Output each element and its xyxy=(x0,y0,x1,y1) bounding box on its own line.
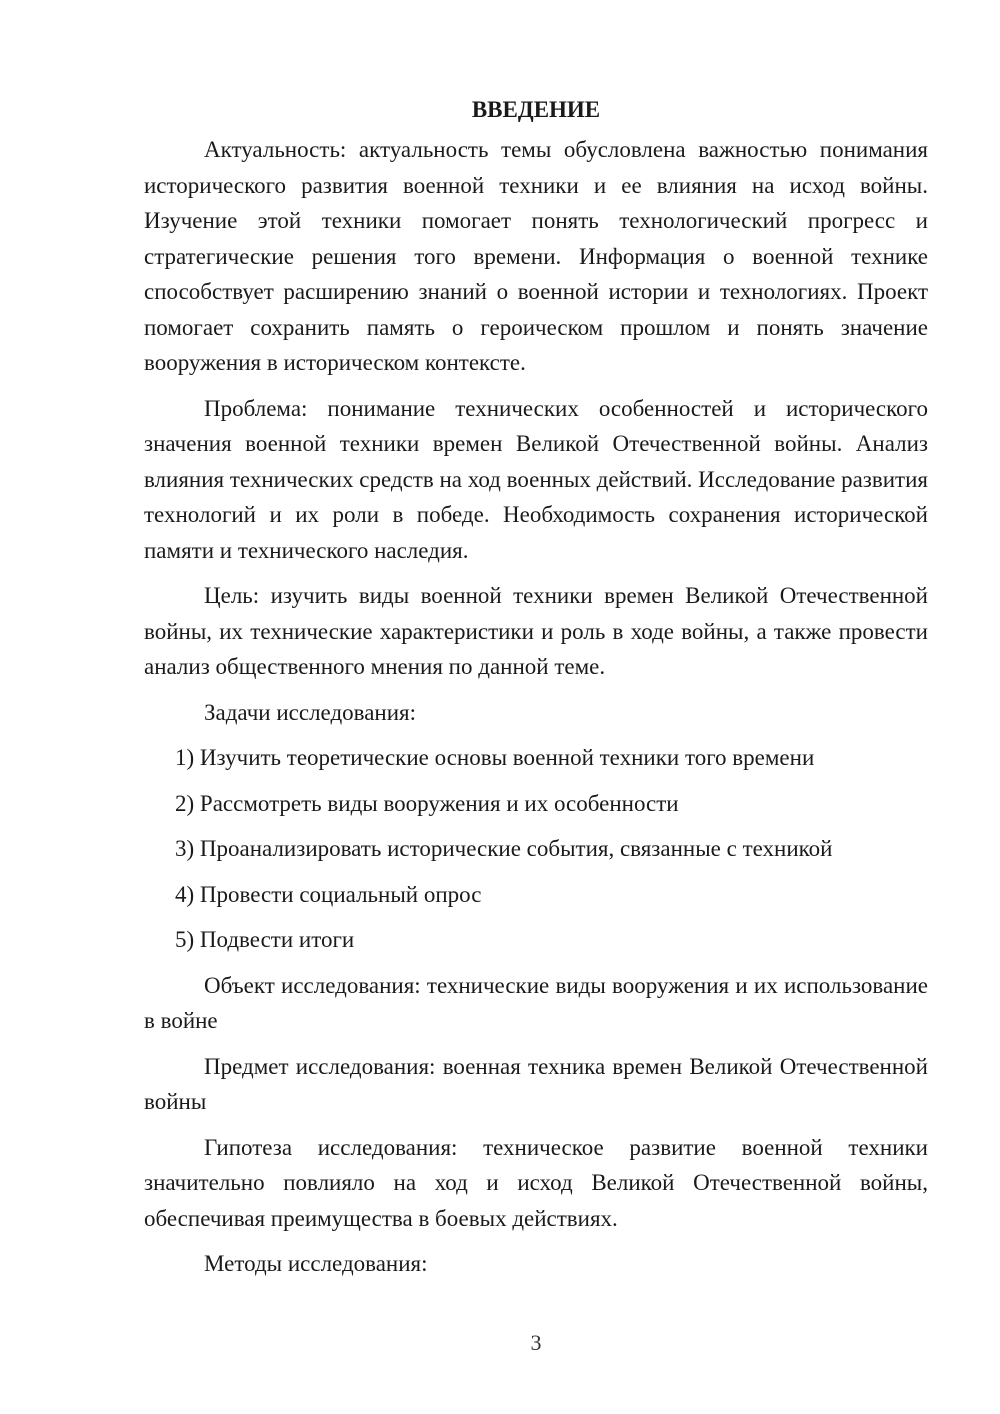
paragraph-hypothesis: Гипотеза исследования: техническое развитие военной техники значительно повлияло на ход и исход Великой Отечественной войны, обеспечивая преимущества в боевых действиях. xyxy=(144,1134,928,1231)
list-item: 3) Проанализировать исторические события, связанные с техникой xyxy=(175,836,833,861)
methods-heading: Методы исследования: xyxy=(204,1251,428,1276)
document-page xyxy=(144,92,928,1292)
paragraph-problem: Проблема: понимание технических особенностей и исторического значения военной техники времен Великой Отечественной войны. Анализ влияния технических средств на ход военных действий. Исследование развития технологий и их роли в победе. Необходимость сохранения исторической памяти и технического наследия. xyxy=(144,395,928,563)
page-number: 3 xyxy=(530,1330,542,1355)
list-item: 5) Подвести итоги xyxy=(175,927,355,952)
page-title: ВВЕДЕНИЕ xyxy=(471,97,601,122)
tasks-heading: Задачи исследования: xyxy=(204,699,417,725)
paragraph-subject: Предмет исследования: военная техника времен Великой Отечественной войны xyxy=(144,1053,928,1114)
paragraph-relevance: Актуальность: актуальность темы обусловлена важностью понимания исторического развития военной техники и ее влияния на исход войны. Изучение этой техники помогает понять технологический прогресс и стратегические решения того времени. Информация о военной технике способствует расширению знаний о военной истории и технологиях. Проект помогает сохранить память о героическом прошлом и понять значение вооружения в историческом контексте. xyxy=(144,137,928,375)
paragraph-object: Объект исследования: технические виды вооружения и их использование в войне xyxy=(144,972,928,1033)
list-item: 2) Рассмотреть виды вооружения и их особенности xyxy=(175,790,679,816)
tasks-list xyxy=(144,740,928,958)
list-item: 4) Провести социальный опрос xyxy=(175,881,482,907)
paragraph-goal: Цель: изучить виды военной техники времен Великой Отечественной войны, их технические характеристики и роль в ходе войны, а также провести анализ общественного мнения по данной теме. xyxy=(144,583,928,679)
list-item: 1) Изучить теоретические основы военной техники того времени xyxy=(175,745,815,770)
